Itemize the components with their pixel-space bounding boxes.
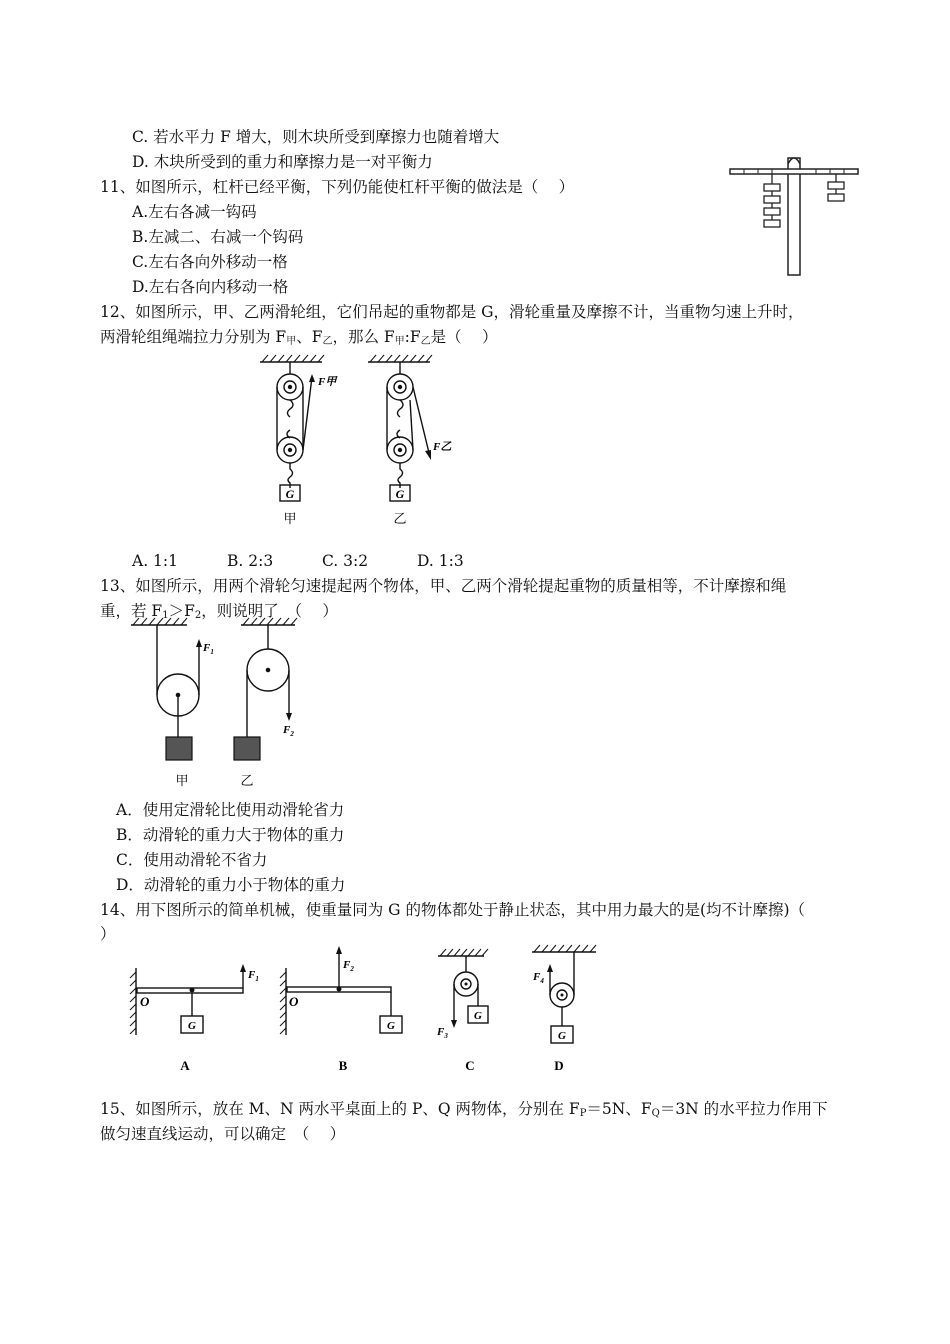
q12-option-b: B. 2:3 [227,552,274,570]
fig14-F1: $F_1$ [248,969,259,983]
fig13-label-jia: 甲 [175,773,189,788]
fig12-G-jia: G [285,487,295,501]
fig14-O-a: O [140,994,150,1009]
fig13-label-yi: 乙 [240,773,254,788]
fig12-label-yi: 乙 [393,511,407,526]
q12-stem-line1: 12、如图所示，甲、乙两滑轮组，它们吊起的重物都是 G，滑轮重量及摩擦不计，当重物匀速上升时， [100,303,804,321]
q11-option-b: B.左减二、右减一个钩码 [132,228,304,246]
q11-stem: 11、如图所示，杠杆已经平衡，下列仍能使杠杆平衡的做法是（ ） [100,178,575,196]
fig14-G-a: G [188,1020,196,1032]
q12-options [132,551,512,571]
fig14-F3: $F_3$ [437,1026,448,1040]
fig12-G-yi: G [395,487,405,501]
q11-option-d: D.左右各向内移动一格 [132,278,289,296]
q10-option-c: C. 若水平力 F 增大，则木块所受到摩擦力也随着增大 [132,128,500,146]
q13-stem-line1: 13、如图所示，用两个滑轮匀速提起两个物体，甲、乙两个滑轮提起重物的质量相等，不计摩擦和绳 [100,577,787,595]
q13-option-b: B．动滑轮的重力大于物体的重力 [116,826,345,844]
q12-option-a: A. 1:1 [132,552,178,570]
q10-option-d: D. 木块所受到的重力和摩擦力是一对平衡力 [132,153,433,171]
fig14-label-b: B [338,1058,348,1073]
pulley-systems-figure [250,352,470,537]
fig13-F1: $F_1$ [203,642,214,656]
fig12-F-jia: F甲 [318,376,337,388]
fig12-label-jia: 甲 [283,511,297,526]
q14-stem-line2: ） [100,925,116,943]
q14-stem-line1: 14、用下图所示的简单机械，使重量同为 G 的物体都处于静止状态，其中用力最大的是(均不计摩擦)（ [100,901,806,919]
q12-option-c: C. 3:2 [322,552,369,570]
q13-stem-line2: 重，若 $F_1>F_2$，则说明了 （ ） [100,602,338,621]
q13-option-c: C．使用动滑轮不省力 [116,851,268,869]
simple-machines-figure [120,940,610,1080]
q12-option-d: D. 1:3 [417,552,464,570]
q13-option-a: A．使用定滑轮比使用动滑轮省力 [116,801,345,819]
fig14-G-d: G [558,1030,566,1042]
fig12-F-yi: F乙 [433,441,452,453]
q15-stem-line1: 15、如图所示，放在 M、N 两水平桌面上的 P、Q 两物体，分别在 $F_P=5N$、$F_Q=3N$ 的水平拉力作用下 [100,1100,828,1119]
fig14-G-c: G [474,1010,482,1022]
q11-option-a: A.左右各减一钩码 [132,203,257,221]
fig14-G-b: G [387,1020,395,1032]
lever-figure [728,150,860,280]
q12-stem-line2: 两滑轮组绳端拉力分别为 $F_甲$、$F_乙$，那么 $F_甲:F_乙$是（ ） [100,328,498,347]
q15-stem-line2: 做匀速直线运动，可以确定 （ ） [100,1125,346,1143]
fig14-O-b: O [289,994,299,1009]
fig14-label-c: C [465,1058,475,1073]
q13-option-d: D．动滑轮的重力小于物体的重力 [116,876,346,894]
fig14-F2: $F_2$ [343,959,354,973]
fig13-F2: $F_2$ [283,724,294,738]
fig14-F4: $F_4$ [533,971,544,985]
movable-fixed-pulley-figure [125,615,315,790]
q11-option-c: C.左右各向外移动一格 [132,253,288,271]
fig14-label-a: A [180,1058,190,1073]
fig14-label-d: D [554,1058,564,1073]
